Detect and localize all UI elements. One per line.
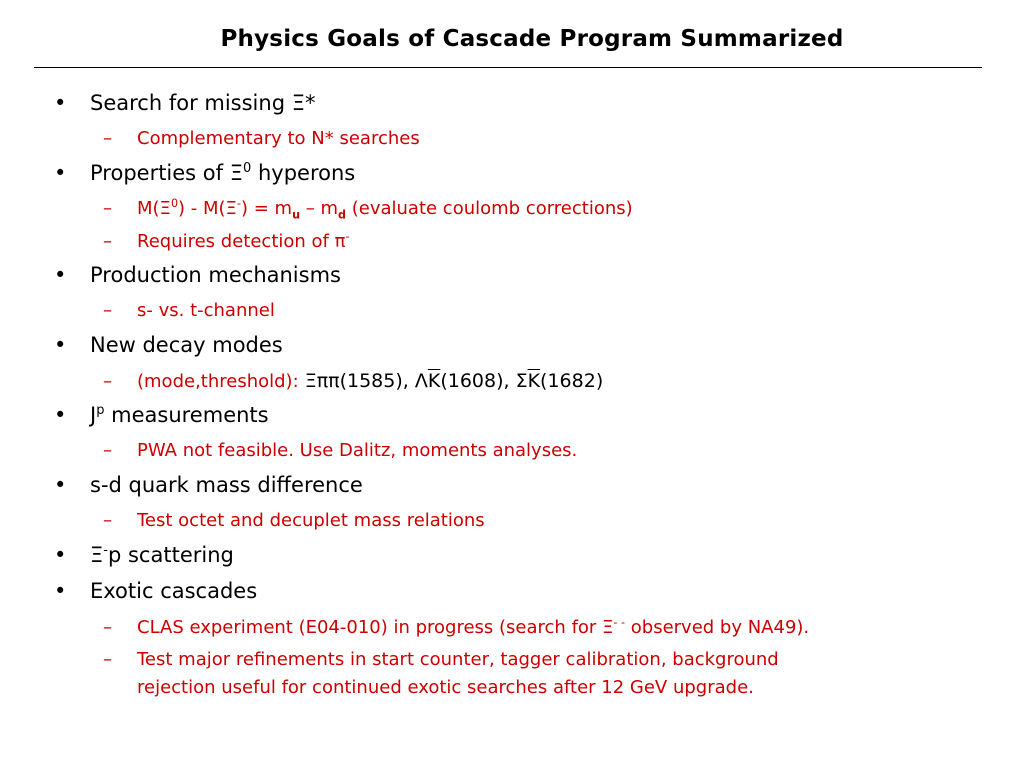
kaon-bar-symbol: $\overline{K}$	[427, 370, 441, 392]
dash-marker: –	[103, 371, 112, 392]
sub-item-pwa	[103, 440, 577, 461]
bullet-text-post: p scattering	[107, 543, 234, 567]
sub-item-clas-experiment	[103, 617, 809, 638]
bullet-marker: •	[54, 263, 67, 287]
dash-marker: –	[103, 617, 112, 638]
bullet-text-post: hyperons	[251, 161, 356, 185]
superscript-p: p	[96, 403, 105, 418]
sub-text: s- vs. t-channel	[137, 300, 275, 321]
kaon-bar-symbol: $\overline{K}$	[527, 370, 541, 392]
bullet-text-pre: Properties of Ξ	[90, 161, 243, 185]
bullet-marker: •	[54, 161, 67, 185]
dash-marker: –	[103, 198, 112, 219]
superscript-zero: 0	[243, 161, 252, 176]
sub-item-mass-relations	[103, 510, 485, 531]
bullet-text: New decay modes	[90, 333, 283, 357]
superscript: - -	[613, 616, 626, 629]
bullet-item-jp	[54, 403, 269, 427]
bullet-text: s-d quark mass difference	[90, 473, 363, 497]
sub-text-part: observed by NA49).	[625, 617, 810, 638]
sub-text: rejection useful for continued exotic searches after 12 GeV upgrade.	[137, 677, 754, 698]
bullet-text-pre: J	[90, 403, 97, 427]
slide-title: Physics Goals of Cascade Program Summarized	[220, 26, 844, 52]
bullet-marker: •	[54, 403, 67, 427]
subscript-d: d	[338, 208, 346, 222]
bullet-text-post: measurements	[104, 403, 269, 427]
bullet-text: Exotic cascades	[90, 579, 258, 603]
bullet-item-decay-modes	[54, 333, 283, 357]
sub-text-part: – m	[300, 198, 338, 219]
sub-item-pion-detection	[103, 231, 349, 252]
bullet-marker: •	[54, 473, 67, 497]
sub-text-part: (evaluate coulomb corrections)	[346, 198, 633, 219]
sub-text-part: M(Ξ	[137, 198, 171, 219]
title-divider	[34, 67, 982, 68]
dash-marker: –	[103, 440, 112, 461]
sub-item-refinements	[103, 649, 779, 670]
bullet-item-xi0-properties	[54, 161, 355, 185]
bullet-marker: •	[54, 543, 67, 567]
sub-text-red: (mode,threshold):	[137, 371, 299, 392]
sub-text: Requires detection of π	[137, 231, 346, 252]
dash-marker: –	[103, 128, 112, 149]
decay-text-part: Ξππ(1585), Λ	[298, 370, 428, 392]
sub-item-mass-difference	[103, 197, 633, 222]
superscript-minus: -	[103, 543, 108, 558]
bullet-item-production	[54, 263, 341, 287]
sub-item-refinements-continued	[137, 677, 754, 698]
bullet-item-quark-mass	[54, 473, 363, 497]
decay-text-part: (1682)	[540, 370, 604, 392]
sub-item-complementary	[103, 128, 420, 149]
sub-text: Test octet and decuplet mass relations	[137, 510, 485, 531]
sub-text: PWA not feasible. Use Dalitz, moments analyses.	[137, 440, 578, 461]
decay-text-part: (1608), Σ	[440, 370, 528, 392]
sub-text-part: ) - M(Ξ	[178, 198, 237, 219]
sub-text-part: CLAS experiment (E04-010) in progress (search for Ξ	[137, 617, 614, 638]
superscript: -	[345, 230, 350, 243]
dash-marker: –	[103, 649, 112, 670]
subscript-u: u	[292, 208, 301, 222]
dash-marker: –	[103, 300, 112, 321]
decay-list	[299, 370, 604, 392]
bullet-text: Production mechanisms	[90, 263, 341, 287]
bullet-text-pre: Ξ	[90, 543, 104, 567]
bullet-item-scattering	[54, 543, 234, 567]
bullet-item-missing-xi	[54, 91, 315, 115]
bullet-marker: •	[54, 333, 67, 357]
sub-text: Test major refinements in start counter, tagger calibration, background	[137, 649, 779, 670]
sub-text: Complementary to N* searches	[137, 128, 420, 149]
superscript: -	[236, 197, 241, 210]
superscript: 0	[170, 197, 179, 210]
bullet-marker: •	[54, 91, 67, 115]
sub-item-channel	[103, 300, 275, 321]
bullet-item-exotic	[54, 579, 257, 603]
dash-marker: –	[103, 510, 112, 531]
dash-marker: –	[103, 231, 112, 252]
bullet-text: Search for missing Ξ*	[90, 91, 316, 115]
bullet-marker: •	[54, 579, 67, 603]
sub-item-mode-threshold	[103, 370, 603, 392]
sub-text-part: ) = m	[240, 198, 293, 219]
